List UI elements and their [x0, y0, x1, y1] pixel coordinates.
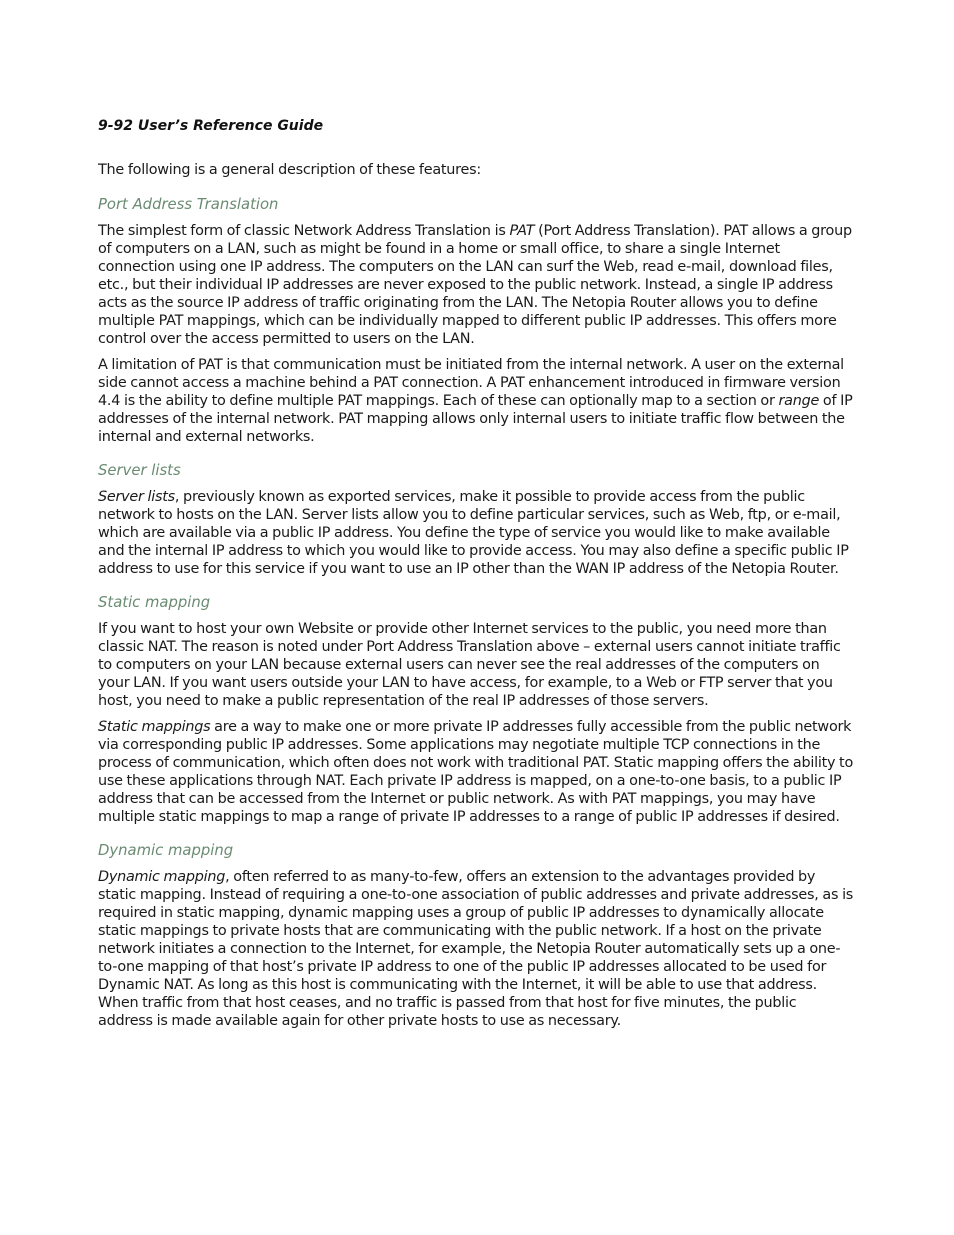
- pat-paragraph-1: [98, 222, 854, 348]
- text-run: are a way to make one or more private IP addresses fully accessible from the public network via corresponding public IP addresses. Some applications may negotiate multiple TCP connections in the process of communication, which often does not work with traditional PAT. Static mapping offers the ability to use these applications through NAT. Each private IP address is mapped, on a one-to-one basis, to a public IP address that can be accessed from the Internet or public network. As with PAT mappings, you may have multiple static mappings to map a range of private IP addresses to a range of public IP addresses if desired.: [98, 719, 854, 825]
- emphasis-term: PAT: [509, 223, 535, 239]
- text-run: If you want to host your own Website or provide other Internet services to the public, you need more than classic NAT. The reason is noted under Port Address Translation above – external users cannot initiate traffic to computers on your LAN because external users can never see the real addresses of the computers on your LAN. If you want users outside your LAN to have access, for example, to a Web or FTP server that you host, you need to make a public representation of the real IP addresses of those servers.: [98, 621, 841, 709]
- dynamic-mapping-paragraph: [98, 868, 854, 1030]
- text-run: A limitation of PAT is that communication must be initiated from the internal network. A user on the external side cannot access a machine behind a PAT connection. A PAT enhancement introduced in firmware version 4.4 is the ability to define multiple PAT mappings. Each of these can optionally map to a section or: [98, 357, 844, 409]
- section-heading-pat: Port Address Translation: [98, 196, 279, 213]
- pat-paragraph-2: [98, 356, 854, 446]
- section-heading-server-lists: Server lists: [98, 462, 181, 479]
- text-run: (Port Address Translation). PAT allows a group of computers on a LAN, such as might be found in a home or small office, to share a single Internet connection using one IP address. The computers on the LAN can surf the Web, read e-mail, download files, etc., but their individual IP addresses are never exposed to the public network. Instead, a single IP address acts as the source IP address of traffic originating from the LAN. The Netopia Router allows you to define multiple PAT mappings, which can be individually mapped to different public IP addresses. This offers more control over the access permitted to users on the LAN.: [98, 223, 852, 347]
- emphasis-term: Server lists: [98, 489, 175, 505]
- server-lists-paragraph: [98, 488, 854, 578]
- emphasis-term: Static mappings: [98, 719, 211, 735]
- section-heading-dynamic-mapping: Dynamic mapping: [98, 842, 234, 859]
- text-run: of IP addresses of the internal network. PAT mapping allows only internal users to initiate traffic flow between the internal and external networks.: [98, 393, 853, 445]
- static-mapping-paragraph-2: [98, 718, 854, 826]
- running-head: 9-92 User’s Reference Guide: [98, 118, 324, 134]
- text-run: , previously known as exported services, make it possible to provide access from the public network to hosts on the LAN. Server lists allow you to define particular services, such as Web, ftp, or e-mail, which are available via a public IP address. You define the type of service you would like to make available and the internal IP address to which you would like to provide access. You may also define a specific public IP address to use for this service if you want to use an IP other than the WAN IP address of the Netopia Router.: [98, 489, 849, 577]
- emphasis-term: Dynamic mapping: [98, 869, 226, 885]
- intro-paragraph: The following is a general description of these features:: [98, 162, 481, 178]
- static-mapping-paragraph-1: [98, 620, 854, 710]
- text-run: , often referred to as many-to-few, offers an extension to the advantages provided by static mapping. Instead of requiring a one-to-one association of public addresses and private addresses, as is required in static mapping, dynamic mapping uses a group of public IP addresses to dynamically allocate static mappings to private hosts that are communicating with the public network. If a host on the private network initiates a connection to the Internet, for example, the Netopia Router automatically sets up a one-to-one mapping of that host’s private IP address to one of the public IP addresses allocated to be used for Dynamic NAT. As long as this host is communicating with the Internet, it will be able to use that address. When traffic from that host ceases, and no traffic is passed from that host for five minutes, the public address is made available again for other private hosts to use as necessary.: [98, 869, 854, 1029]
- emphasis-term: range: [778, 393, 820, 409]
- section-heading-static-mapping: Static mapping: [98, 594, 211, 611]
- document-page: [98, 118, 854, 1038]
- text-run: The simplest form of classic Network Address Translation is: [98, 223, 510, 239]
